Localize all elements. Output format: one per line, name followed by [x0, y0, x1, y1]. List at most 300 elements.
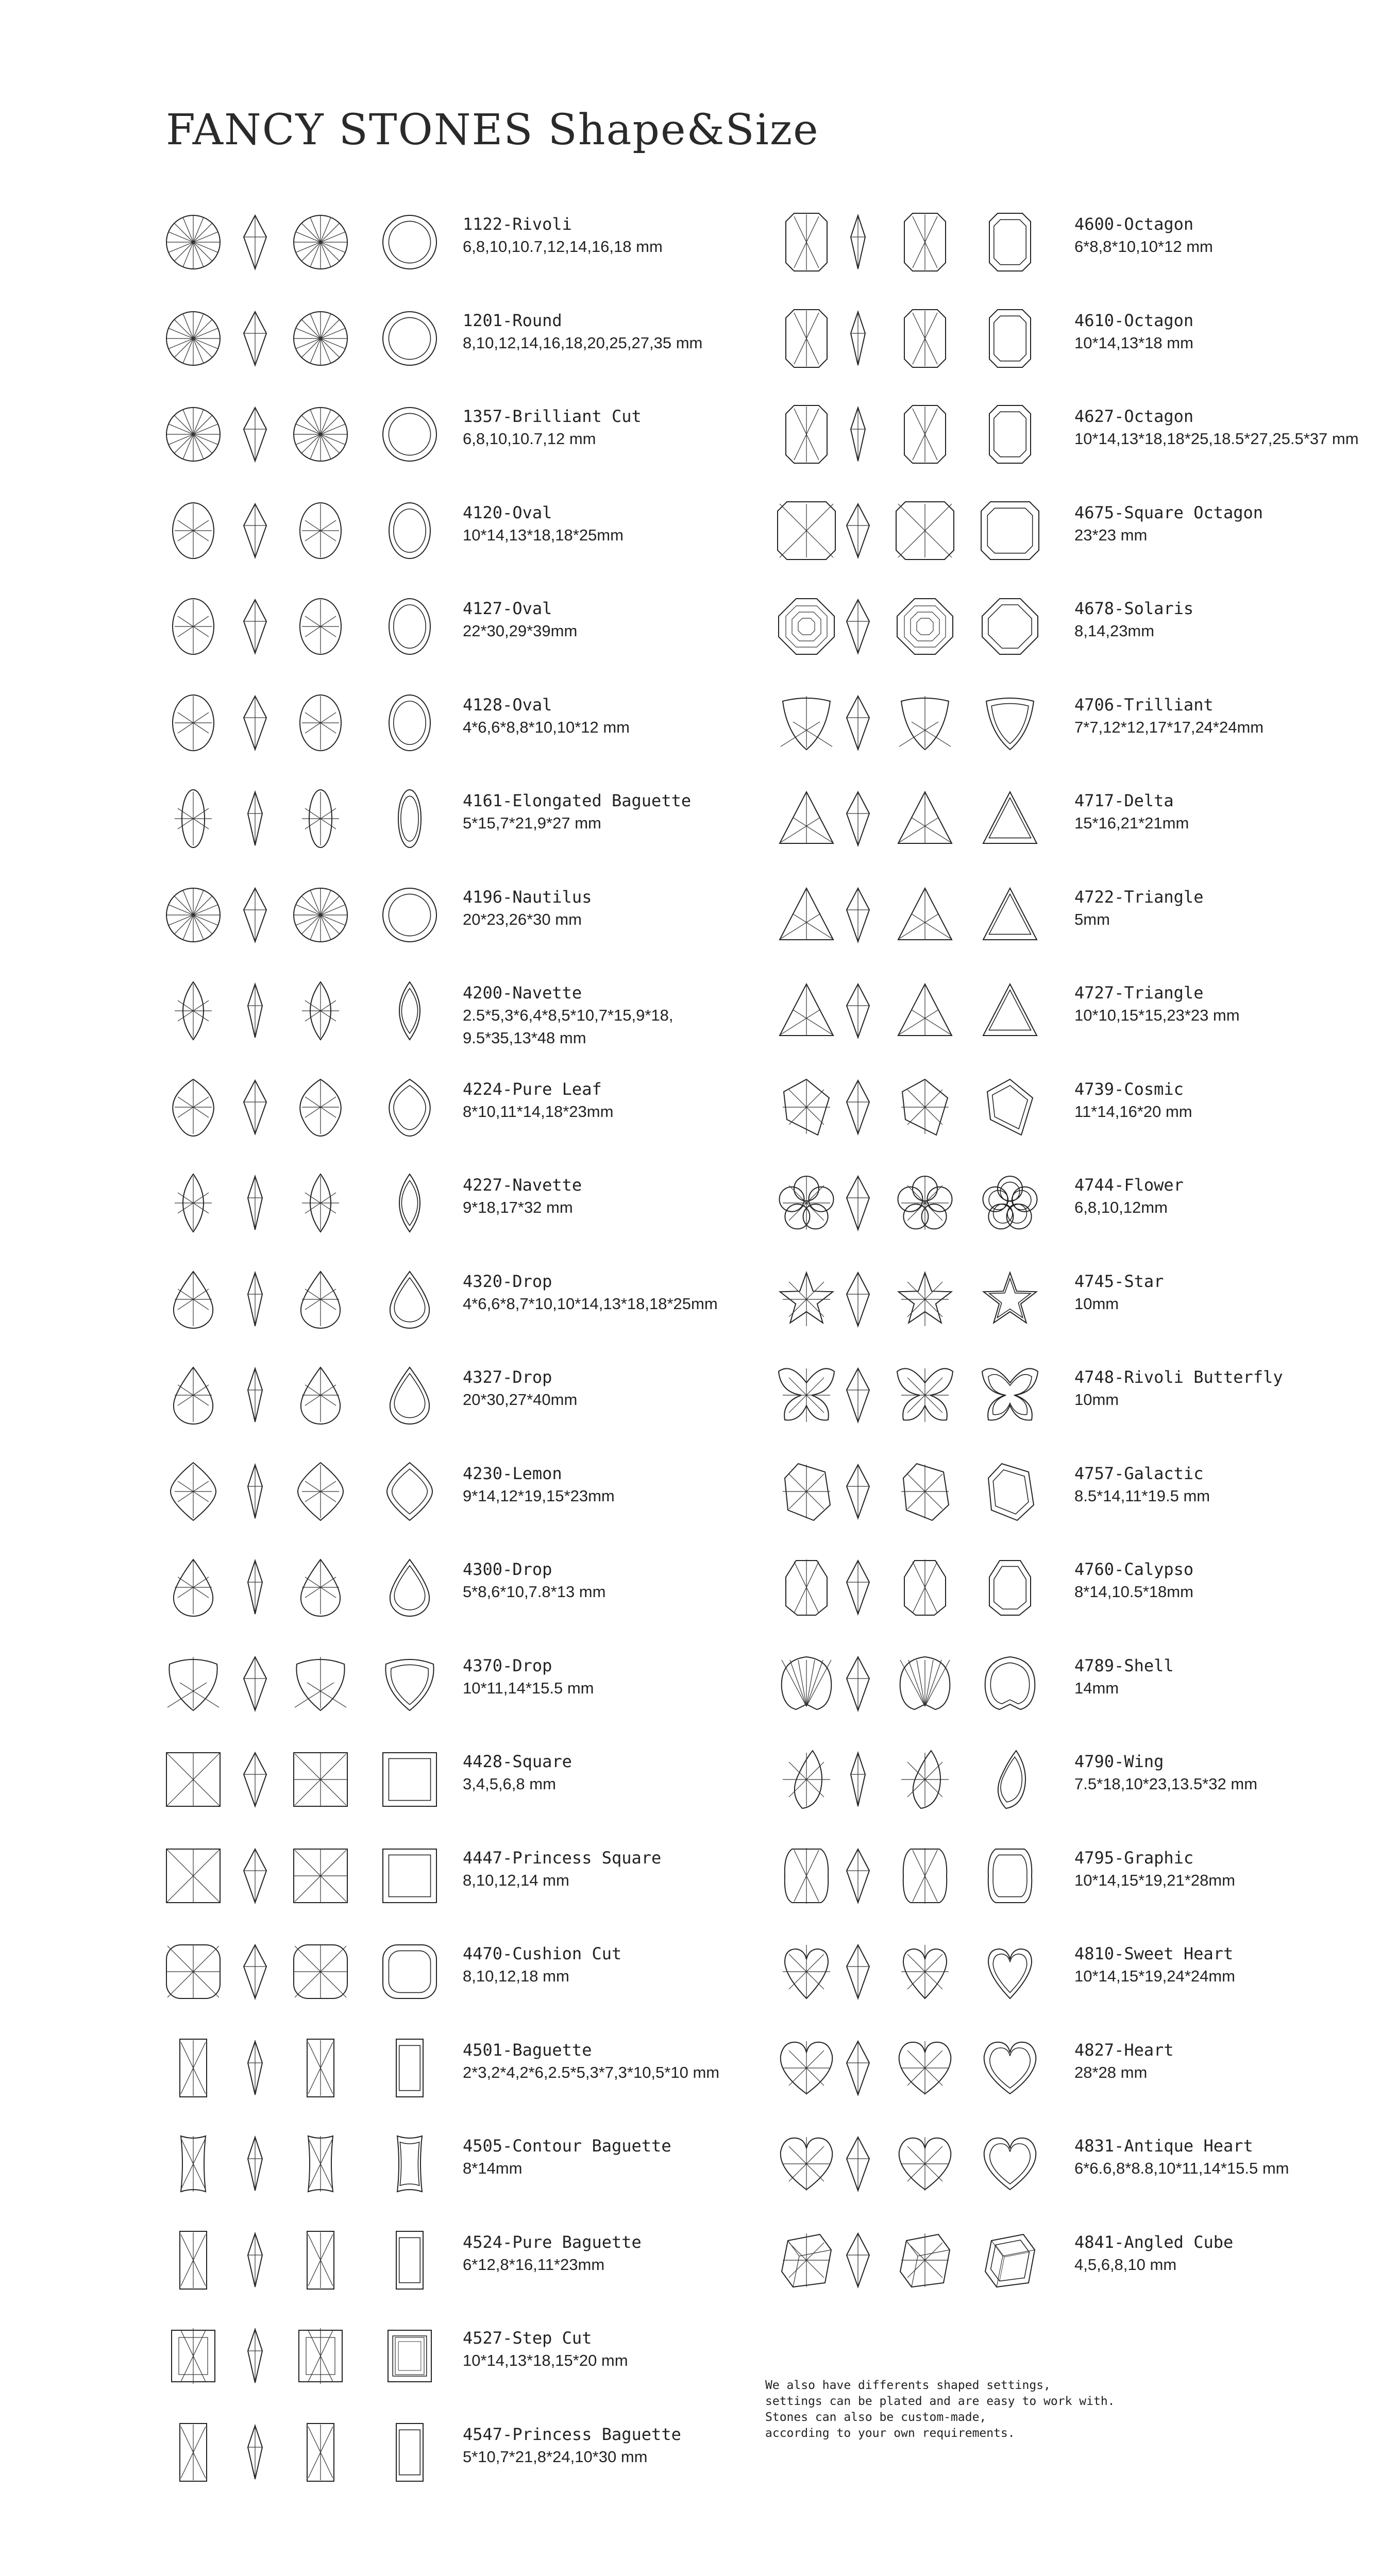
stone-label — [463, 1174, 582, 1219]
round-side-view-icon — [224, 308, 286, 369]
stone-label — [1074, 501, 1263, 547]
navette-side-view-icon — [224, 1172, 286, 1234]
pure-baguette-bottom-view-icon — [290, 2229, 351, 2291]
graphic-side-view-icon — [827, 1845, 889, 1907]
oval-side-view-icon — [224, 500, 286, 562]
stone-sizes: 28*28 mm — [1074, 2063, 1148, 2081]
round-rivoli-bottom-view-icon — [290, 211, 351, 273]
octagon-side-view-icon — [827, 211, 889, 273]
stone-sizes: 5*8,6*10,7.8*13 mm — [463, 1583, 606, 1601]
stone-row — [0, 1256, 718, 1343]
stone-sizes: 23*23 mm — [1074, 526, 1148, 544]
stone-label — [1074, 1942, 1235, 1988]
stone-sizes: 14mm — [1074, 1679, 1119, 1697]
stone-row — [690, 1351, 1381, 1439]
lemon-setting-view-icon — [379, 1461, 441, 1522]
stone-code: 4744-Flower — [1074, 1175, 1184, 1195]
stone-code: 4370-Drop — [463, 1655, 552, 1675]
stone-sizes: 6*8,8*10,10*12 mm — [1074, 238, 1213, 256]
stone-code: 4600-Octagon — [1074, 214, 1194, 234]
stone-label — [1074, 2231, 1233, 2276]
triangle-setting-view-icon — [979, 884, 1041, 946]
drop-side-view-icon — [224, 1364, 286, 1426]
stone-label — [463, 1270, 718, 1315]
triangle-setting-view-icon — [979, 980, 1041, 1042]
octagon-setting-view-icon — [979, 211, 1041, 273]
solaris-setting-view-icon — [979, 596, 1041, 657]
round-brilliant-side-view-icon — [224, 403, 286, 465]
stone-row — [690, 487, 1381, 574]
narrow-drop-side-view-icon — [224, 1556, 286, 1618]
stone-sizes: 2*3,2*4,2*6,2.5*5,3*7,3*10,5*10 mm — [463, 2063, 720, 2081]
cushion-top-view-icon — [162, 1941, 224, 2003]
stone-code: 4739-Cosmic — [1074, 1079, 1184, 1099]
square-bottom-view-icon — [290, 1749, 351, 1810]
oval-top-view-icon — [162, 500, 224, 562]
stone-label — [463, 1846, 661, 1892]
stone-row — [0, 679, 690, 767]
trilliant-drop-top-view-icon — [162, 1653, 224, 1715]
stone-label — [1074, 1174, 1184, 1219]
stone-row — [690, 1448, 1381, 1535]
stone-row — [0, 1448, 690, 1535]
trilliant-bottom-view-icon — [894, 692, 956, 754]
square-setting-view-icon — [379, 1749, 441, 1810]
stone-row — [0, 1832, 690, 1920]
drop-bottom-view-icon — [290, 1268, 351, 1330]
stone-code: 4470-Cushion Cut — [463, 1944, 622, 1963]
elongated-oval-bottom-view-icon — [290, 788, 351, 850]
stone-row — [0, 391, 690, 478]
triangle-bottom-view-icon — [894, 980, 956, 1042]
stone-row — [0, 1159, 690, 1247]
stone-row — [0, 871, 690, 959]
galactic-side-view-icon — [827, 1461, 889, 1522]
stone-label — [463, 597, 577, 642]
triangle-bottom-view-icon — [894, 884, 956, 946]
stone-label — [1074, 1558, 1193, 1603]
stone-sizes: 6,8,10,12mm — [1074, 1198, 1168, 1216]
navette-side-view-icon — [224, 980, 286, 1042]
cosmic-bottom-view-icon — [894, 1076, 956, 1138]
stone-code: 4795-Graphic — [1074, 1848, 1194, 1868]
stone-code: 1201-Round — [463, 310, 562, 330]
stone-sizes: 8*10,11*14,18*23mm — [463, 1102, 614, 1121]
delta-side-view-icon — [827, 788, 889, 850]
drop-top-view-icon — [162, 1268, 224, 1330]
cosmic-setting-view-icon — [979, 1076, 1041, 1138]
step-cut-top-view-icon — [162, 2325, 224, 2387]
nautilus-top-view-icon — [162, 884, 224, 946]
stone-sizes: 10*14,13*18 mm — [1074, 333, 1193, 352]
flower-bottom-view-icon — [894, 1172, 956, 1234]
stone-code: 4120-Oval — [463, 502, 552, 522]
stone-label — [1074, 789, 1189, 835]
stone-sizes: 8*14mm — [463, 2159, 523, 2177]
nautilus-bottom-view-icon — [290, 884, 351, 946]
heart-side-view-icon — [827, 2133, 889, 2195]
stone-label — [463, 2327, 628, 2372]
stone-code: 4717-Delta — [1074, 791, 1174, 810]
flower-side-view-icon — [827, 1172, 889, 1234]
page-title: FANCY STONES Shape&Size — [166, 106, 819, 155]
stone-code: 4128-Oval — [463, 694, 552, 715]
baguette-top-view-icon — [162, 2037, 224, 2099]
stone-code: 4727-Triangle — [1074, 983, 1204, 1003]
stone-sizes: 9*14,12*19,15*23mm — [463, 1486, 615, 1505]
flower-setting-view-icon — [979, 1172, 1041, 1234]
stone-label — [463, 2039, 719, 2084]
delta-setting-view-icon — [979, 788, 1041, 850]
stone-code: 4230-Lemon — [463, 1463, 562, 1483]
stone-code: 4790-Wing — [1074, 1752, 1164, 1771]
stone-code: 4227-Navette — [463, 1175, 582, 1195]
stone-code: 4300-Drop — [463, 1560, 552, 1579]
baguette-side-view-icon — [224, 2037, 286, 2099]
octagon-bottom-view-icon — [894, 211, 956, 273]
lemon-top-view-icon — [162, 1461, 224, 1522]
pure-baguette-side-view-icon — [224, 2229, 286, 2291]
octagon-setting-view-icon — [979, 308, 1041, 369]
square-octagon-side-view-icon — [827, 500, 889, 562]
stone-label — [463, 2134, 671, 2180]
stone-sizes: 10*14,13*18,15*20 mm — [463, 2351, 628, 2369]
stone-row — [690, 295, 1381, 382]
octagon-bottom-view-icon — [894, 403, 956, 465]
leaf-top-view-icon — [162, 1076, 224, 1138]
stone-code: 4161-Elongated Baguette — [463, 791, 692, 810]
navette-setting-view-icon — [379, 1172, 441, 1234]
stone-row — [690, 1736, 1381, 1823]
narrow-drop-top-view-icon — [162, 1556, 224, 1618]
stone-code: 4675-Square Octagon — [1074, 502, 1264, 522]
stone-code: 4757-Galactic — [1074, 1463, 1204, 1483]
oval-setting-view-icon — [379, 692, 441, 754]
heart-bottom-view-icon — [894, 2133, 956, 2195]
oval-bottom-view-icon — [290, 596, 351, 657]
navette-top-view-icon — [162, 1172, 224, 1234]
leaf-side-view-icon — [224, 1076, 286, 1138]
stone-label — [1074, 981, 1240, 1027]
stone-label — [1074, 1462, 1210, 1507]
stone-row — [690, 1832, 1381, 1920]
calypso-side-view-icon — [827, 1556, 889, 1618]
stone-row — [690, 1159, 1381, 1247]
narrow-drop-bottom-view-icon — [290, 1556, 351, 1618]
butterfly-bottom-view-icon — [894, 1364, 956, 1426]
stone-code: 4745-Star — [1074, 1271, 1164, 1291]
stone-row — [690, 2120, 1381, 2208]
stone-code: 4827-Heart — [1074, 2040, 1174, 2060]
stone-row — [690, 2024, 1381, 2112]
settings-note — [765, 2378, 1115, 2442]
stone-code: 4810-Sweet Heart — [1074, 1944, 1234, 1963]
stone-row — [0, 1640, 690, 1727]
stone-code: 4610-Octagon — [1074, 310, 1194, 330]
princess-baguette-side-view-icon — [224, 2421, 286, 2483]
stone-code: 4428-Square — [463, 1752, 572, 1771]
stone-sizes: 10*11,14*15.5 mm — [463, 1679, 594, 1697]
stone-sizes: 7.5*18,10*23,13.5*32 mm — [1074, 1775, 1258, 1793]
angled-cube-bottom-view-icon — [894, 2229, 956, 2291]
stone-label — [1074, 1846, 1235, 1892]
stone-sizes: 6*6.6,8*8.8,10*11,14*15.5 mm — [1074, 2159, 1289, 2177]
stone-label — [1074, 1654, 1174, 1700]
stone-sizes: 10*14,13*18,18*25,18.5*27,25.5*37 mm — [1074, 430, 1359, 448]
sweet-heart-bottom-view-icon — [894, 1941, 956, 2003]
princess-square-bottom-view-icon — [290, 1845, 351, 1907]
triangle-side-view-icon — [827, 980, 889, 1042]
stone-label — [1074, 2039, 1174, 2084]
round-rivoli-setting-view-icon — [379, 211, 441, 273]
stone-row — [690, 583, 1381, 670]
butterfly-side-view-icon — [827, 1364, 889, 1426]
stone-label — [463, 309, 702, 354]
stone-label — [463, 1366, 577, 1411]
stone-row — [0, 583, 690, 670]
oval-bottom-view-icon — [290, 692, 351, 754]
shell-side-view-icon — [827, 1653, 889, 1715]
triangle-side-view-icon — [827, 884, 889, 946]
stone-row — [690, 967, 1381, 1055]
calypso-bottom-view-icon — [894, 1556, 956, 1618]
navette-top-view-icon — [162, 980, 224, 1042]
round-setting-view-icon — [379, 308, 441, 369]
stone-label — [463, 981, 673, 1049]
stone-label — [463, 2423, 681, 2468]
stone-label — [463, 1558, 605, 1603]
stone-row — [0, 2312, 690, 2400]
stone-label — [463, 886, 592, 931]
square-octagon-bottom-view-icon — [894, 500, 956, 562]
nautilus-setting-view-icon — [379, 884, 441, 946]
stone-sizes: 9*18,17*32 mm — [463, 1198, 573, 1216]
round-brilliant-bottom-view-icon — [290, 403, 351, 465]
stone-sizes: 8,10,12,18 mm — [463, 1967, 569, 1985]
octagon-side-view-icon — [827, 308, 889, 369]
stone-code: 4320-Drop — [463, 1271, 552, 1291]
stone-row — [690, 1256, 1381, 1343]
oval-side-view-icon — [224, 596, 286, 657]
stone-row — [690, 871, 1381, 959]
cosmic-side-view-icon — [827, 1076, 889, 1138]
stone-code: 4627-Octagon — [1074, 406, 1194, 426]
stone-code: 4501-Baguette — [463, 2040, 592, 2060]
note-line: settings can be plated and are easy to work with. — [765, 2395, 1115, 2408]
stone-sizes: 4*6,6*8,8*10,10*12 mm — [463, 718, 630, 736]
stone-label — [1074, 597, 1193, 642]
stone-label — [463, 1462, 615, 1507]
leaf-bottom-view-icon — [290, 1076, 351, 1138]
stone-code: 4706-Trilliant — [1074, 694, 1214, 715]
heart-setting-view-icon — [979, 2037, 1041, 2099]
stone-code: 4196-Nautilus — [463, 887, 592, 907]
stone-label — [463, 405, 642, 450]
stone-sizes: 8,10,12,14 mm — [463, 1871, 569, 1889]
star-bottom-view-icon — [894, 1268, 956, 1330]
stone-sizes: 2.5*5,3*6,4*8,5*10,7*15,9*18, — [463, 1006, 673, 1024]
square-side-view-icon — [224, 1749, 286, 1810]
stone-row — [0, 1351, 690, 1439]
stone-label — [1074, 309, 1193, 354]
octagon-side-view-icon — [827, 403, 889, 465]
baguette-setting-view-icon — [379, 2037, 441, 2099]
princess-square-top-view-icon — [162, 1845, 224, 1907]
step-cut-side-view-icon — [224, 2325, 286, 2387]
stone-label — [1074, 2134, 1289, 2180]
note-line: We also have differents shaped settings, — [765, 2379, 1051, 2392]
contour-baguette-bottom-view-icon — [290, 2133, 351, 2195]
stone-label — [463, 501, 624, 547]
oval-top-view-icon — [162, 692, 224, 754]
oval-side-view-icon — [224, 692, 286, 754]
stone-row — [0, 2216, 690, 2304]
elongated-oval-setting-view-icon — [379, 788, 441, 850]
stone-row — [0, 967, 690, 1055]
wing-setting-view-icon — [979, 1749, 1041, 1810]
stone-sizes: 6,8,10,10.7,12,14,16,18 mm — [463, 238, 663, 256]
solaris-bottom-view-icon — [894, 596, 956, 657]
stone-code: 4447-Princess Square — [463, 1848, 662, 1868]
stone-row — [690, 1063, 1381, 1151]
stone-sizes: 22*30,29*39mm — [463, 622, 578, 640]
oval-bottom-view-icon — [290, 500, 351, 562]
stone-sizes: 6*12,8*16,11*23mm — [463, 2255, 605, 2274]
step-cut-bottom-view-icon — [290, 2325, 351, 2387]
stone-label — [463, 693, 630, 739]
narrow-drop-setting-view-icon — [379, 1556, 441, 1618]
heart-setting-view-icon — [979, 2133, 1041, 2195]
butterfly-setting-view-icon — [979, 1364, 1041, 1426]
stone-code: 4327-Drop — [463, 1367, 552, 1387]
stone-code: 4127-Oval — [463, 599, 552, 618]
drop-top-view-icon — [162, 1364, 224, 1426]
square-top-view-icon — [162, 1749, 224, 1810]
step-cut-setting-view-icon — [379, 2325, 441, 2387]
stone-sizes: 10*14,13*18,18*25mm — [463, 526, 624, 544]
stone-code: 4678-Solaris — [1074, 599, 1194, 618]
stone-sizes: 10*10,15*15,23*23 mm — [1074, 1006, 1240, 1024]
lemon-side-view-icon — [224, 1461, 286, 1522]
lemon-bottom-view-icon — [290, 1461, 351, 1522]
stone-label — [1074, 1078, 1192, 1123]
stone-row — [690, 198, 1381, 286]
graphic-setting-view-icon — [979, 1845, 1041, 1907]
stone-sizes: 11*14,16*20 mm — [1074, 1102, 1192, 1121]
stone-sizes: 10mm — [1074, 1294, 1119, 1313]
contour-baguette-top-view-icon — [162, 2133, 224, 2195]
galactic-setting-view-icon — [979, 1461, 1041, 1522]
trilliant-drop-side-view-icon — [224, 1653, 286, 1715]
stone-sizes: 5*10,7*21,8*24,10*30 mm — [463, 2447, 648, 2466]
leaf-setting-view-icon — [379, 1076, 441, 1138]
shell-bottom-view-icon — [894, 1653, 956, 1715]
cushion-bottom-view-icon — [290, 1941, 351, 2003]
stone-sizes: 20*23,26*30 mm — [463, 910, 582, 928]
stone-sizes: 15*16,21*21mm — [1074, 814, 1189, 832]
stone-label — [463, 1654, 594, 1700]
stone-sizes: 7*7,12*12,17*17,24*24mm — [1074, 718, 1264, 736]
sweet-heart-side-view-icon — [827, 1941, 889, 2003]
stone-sizes: 10mm — [1074, 1391, 1119, 1409]
stone-row — [690, 2216, 1381, 2304]
wing-bottom-view-icon — [894, 1749, 956, 1810]
calypso-setting-view-icon — [979, 1556, 1041, 1618]
navette-bottom-view-icon — [290, 980, 351, 1042]
princess-baguette-setting-view-icon — [379, 2421, 441, 2483]
oval-top-view-icon — [162, 596, 224, 657]
angled-cube-side-view-icon — [827, 2229, 889, 2291]
pure-baguette-top-view-icon — [162, 2229, 224, 2291]
stone-code: 4760-Calypso — [1074, 1560, 1194, 1579]
stone-sizes: 4*6,6*8,7*10,10*14,13*18,18*25mm — [463, 1294, 718, 1313]
stone-row — [0, 775, 690, 862]
stone-sizes: 8,10,12,14,16,18,20,25,27,35 mm — [463, 333, 703, 352]
elongated-oval-top-view-icon — [162, 788, 224, 850]
drop-setting-view-icon — [379, 1268, 441, 1330]
stone-label — [1074, 1366, 1283, 1411]
stone-row — [0, 1063, 690, 1151]
square-octagon-setting-view-icon — [979, 500, 1041, 562]
star-side-view-icon — [827, 1268, 889, 1330]
stone-sizes: 8,14,23mm — [1074, 622, 1155, 640]
stone-label — [1074, 1270, 1164, 1315]
contour-baguette-setting-view-icon — [379, 2133, 441, 2195]
stone-row — [690, 679, 1381, 767]
princess-square-setting-view-icon — [379, 1845, 441, 1907]
stone-code: 4748-Rivoli Butterfly — [1074, 1367, 1283, 1387]
stone-label — [463, 213, 663, 258]
heart-side-view-icon — [827, 2037, 889, 2099]
galactic-bottom-view-icon — [894, 1461, 956, 1522]
round-rivoli-top-view-icon — [162, 211, 224, 273]
navette-bottom-view-icon — [290, 1172, 351, 1234]
stone-row — [0, 487, 690, 574]
stone-code: 4841-Angled Cube — [1074, 2232, 1234, 2252]
stone-label — [1074, 1750, 1257, 1795]
note-line: Stones can also be custom-made, — [765, 2411, 987, 2424]
cushion-side-view-icon — [224, 1941, 286, 2003]
round-top-view-icon — [162, 308, 224, 369]
elongated-oval-side-view-icon — [224, 788, 286, 850]
navette-setting-view-icon — [379, 980, 441, 1042]
stone-row — [0, 1928, 690, 2015]
baguette-bottom-view-icon — [290, 2037, 351, 2099]
stone-code: 4789-Shell — [1074, 1655, 1174, 1675]
stone-row — [690, 1928, 1381, 2015]
stone-sizes: 5*15,7*21,9*27 mm — [463, 814, 601, 832]
stone-code: 1357-Brilliant Cut — [463, 406, 642, 426]
stone-label — [1074, 405, 1359, 450]
stone-label — [463, 1078, 613, 1123]
stone-label — [1074, 213, 1213, 258]
stone-label — [463, 2231, 642, 2276]
delta-bottom-view-icon — [894, 788, 956, 850]
stone-row — [0, 295, 703, 382]
round-brilliant-setting-view-icon — [379, 403, 441, 465]
stone-row — [0, 2024, 720, 2112]
stone-label — [1074, 693, 1264, 739]
octagon-setting-view-icon — [979, 403, 1041, 465]
stone-row — [690, 1640, 1381, 1727]
stone-row — [0, 2409, 690, 2496]
stone-row — [0, 198, 690, 286]
stone-sizes: 8.5*14,11*19.5 mm — [1074, 1486, 1210, 1505]
cushion-setting-view-icon — [379, 1941, 441, 2003]
oval-setting-view-icon — [379, 500, 441, 562]
stone-row — [0, 1544, 690, 1631]
stone-code: 4547-Princess Baguette — [463, 2424, 681, 2444]
